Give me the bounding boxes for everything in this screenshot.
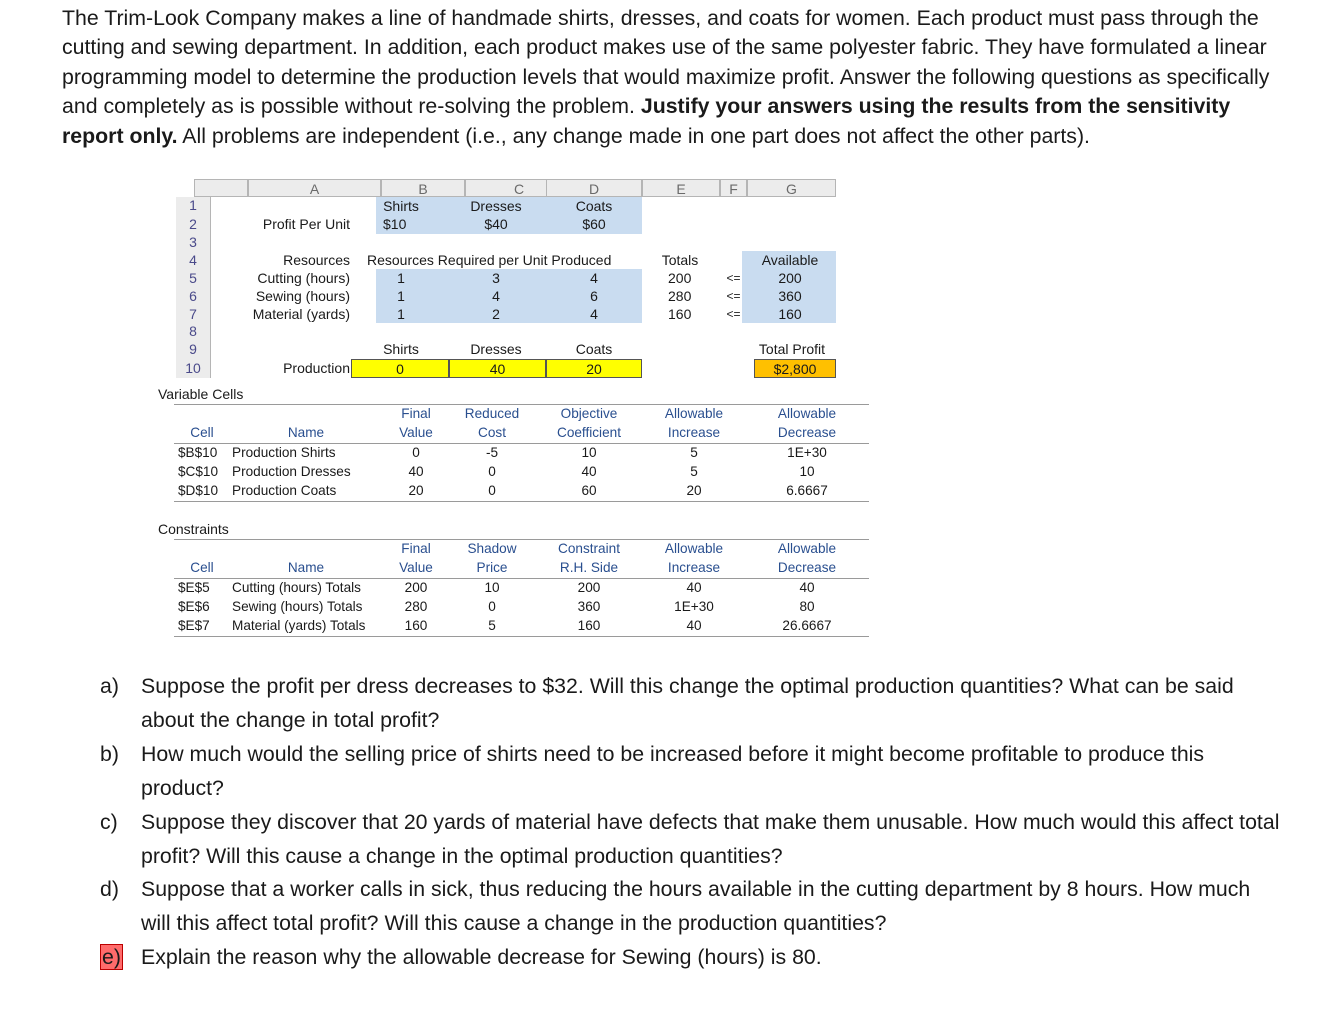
c-header-shadow: Shadow <box>467 541 517 556</box>
column-header-b[interactable]: B <box>381 179 465 197</box>
intro-text: The Trim-Look Company makes a line of handmade shirts, dresses, and coats for women. Each product must pass through the cutting and sewing department. In addition, each product makes use of the same polyester fabric. They have formulated a linear programming model to determine the production levels that would maximize profit. Answer the following questions as specifically and completely as is possible without re-solving the problem. <box>62 6 1270 119</box>
production-shirts-cell[interactable]: 0 <box>351 359 449 378</box>
table-row-allow-inc: 5 <box>690 445 698 460</box>
table-row-name: Production Coats <box>232 483 337 498</box>
c-header-constraint: Constraint <box>558 541 620 556</box>
cell-f6[interactable]: <= <box>726 289 741 303</box>
table-row-allow-inc: 20 <box>686 483 702 498</box>
row-header-9[interactable]: 9 <box>176 340 211 358</box>
c-header-increase: Increase <box>667 560 721 575</box>
table-row-reduced-cost: 0 <box>488 464 496 479</box>
intro-paragraph <box>62 4 1292 151</box>
row-header-3[interactable]: 3 <box>176 234 211 251</box>
cell-d5[interactable]: 4 <box>590 270 598 286</box>
table-row-objective: 40 <box>581 464 597 479</box>
cell-b6[interactable]: 1 <box>397 288 405 304</box>
cell-g6[interactable]: 360 <box>778 288 802 304</box>
table-row-cell: $E$6 <box>178 599 210 614</box>
cell-d9[interactable]: Coats <box>575 341 613 357</box>
vc-header-allow-dec: Allowable <box>777 406 837 421</box>
cell-a10[interactable]: Production <box>283 360 350 376</box>
table-row-reduced-cost: -5 <box>485 445 499 460</box>
table-row-cell: $E$7 <box>178 618 210 633</box>
vc-header-reduced: Reduced <box>464 406 520 421</box>
cell-f7[interactable]: <= <box>726 307 741 321</box>
cell-b7[interactable]: 1 <box>397 306 405 322</box>
vc-header-final: Final <box>401 406 431 421</box>
vc-header-cost: Cost <box>478 425 506 440</box>
cell-g7[interactable]: 160 <box>778 306 802 322</box>
cell-b4-header[interactable]: Resources Required per Unit Produced <box>367 252 612 268</box>
question-e-label <box>100 941 140 975</box>
table-row-allow-dec: 6.6667 <box>786 483 828 498</box>
row-header-6[interactable]: 6 <box>176 287 211 305</box>
cell-d1[interactable]: Coats <box>575 198 613 214</box>
cell-c7[interactable]: 2 <box>492 306 500 322</box>
table-row-shadow-price: 5 <box>488 618 496 633</box>
row-header-7[interactable]: 7 <box>176 305 211 323</box>
constraints-bottom-rule <box>174 636 869 637</box>
variable-cells-bottom-rule <box>174 501 869 502</box>
vc-header-value: Value <box>399 425 433 440</box>
cell-d2[interactable]: $60 <box>582 216 606 232</box>
c-header-name: Name <box>287 560 325 575</box>
table-row-name: Production Shirts <box>232 445 336 460</box>
question-a-text: Suppose the profit per dress decreases to $32. Will this change the optimal production quantities? What can be said about the change in total profit? <box>141 674 1234 732</box>
production-dresses-cell[interactable]: 40 <box>449 359 546 378</box>
constraints-label: Constraints <box>158 521 229 537</box>
table-row-allow-inc: 5 <box>690 464 698 479</box>
cell-f5[interactable]: <= <box>726 271 741 285</box>
total-profit-cell[interactable]: $2,800 <box>754 359 836 378</box>
row-header-2[interactable]: 2 <box>176 214 211 234</box>
table-row-cell: $C$10 <box>178 464 219 479</box>
question-b-label: b) <box>100 742 119 766</box>
question-c-label: c) <box>100 810 118 834</box>
cell-e6[interactable]: 280 <box>668 288 692 304</box>
cell-e7[interactable]: 160 <box>668 306 692 322</box>
cell-b5[interactable]: 1 <box>397 270 405 286</box>
row-header-4[interactable]: 4 <box>176 251 211 269</box>
table-row-name: Production Dresses <box>232 464 351 479</box>
c-header-allow-inc: Allowable <box>664 541 724 556</box>
cell-b9[interactable]: Shirts <box>383 341 419 357</box>
table-row-allow-dec: 10 <box>799 464 815 479</box>
cell-a6[interactable]: Sewing (hours) <box>255 288 350 304</box>
vc-header-cell: Cell <box>190 425 214 440</box>
table-row-cell: $B$10 <box>178 445 218 460</box>
cell-d7[interactable]: 4 <box>590 306 598 322</box>
table-row-rhs: 200 <box>577 580 601 595</box>
row-header-8[interactable]: 8 <box>176 323 211 340</box>
table-row-reduced-cost: 0 <box>488 483 496 498</box>
c-header-value: Value <box>399 560 433 575</box>
question-c-text: Suppose they discover that 20 yards of material have defects that make them unusable. How much would this affect total profit? Will this cause a change in the optimal production quantities? <box>141 810 1280 868</box>
table-row-rhs: 160 <box>577 618 601 633</box>
cell-c6[interactable]: 4 <box>492 288 500 304</box>
intro-bold-text: Justify your answers using the results from the sensitivity report only. <box>62 94 1231 148</box>
cell-c1[interactable]: Dresses <box>470 198 522 214</box>
cell-a4[interactable]: Resources <box>283 252 350 268</box>
question-d-text: Suppose that a worker calls in sick, thus reducing the hours available in the cutting department by 8 hours. How much will this affect total profit? Will this cause a change in the production quantities? <box>141 877 1251 935</box>
table-row-value: 20 <box>408 483 424 498</box>
table-row-allow-dec: 80 <box>799 599 815 614</box>
table-row-value: 280 <box>404 599 428 614</box>
vc-header-name: Name <box>287 425 325 440</box>
table-row-shadow-price: 0 <box>488 599 496 614</box>
table-row-name: Cutting (hours) Totals <box>232 580 361 595</box>
question-d-label: d) <box>100 877 119 901</box>
c-header-cell: Cell <box>190 560 214 575</box>
cell-a5[interactable]: Cutting (hours) <box>257 270 350 286</box>
corner-cell <box>194 179 248 197</box>
variable-cells-label: Variable Cells <box>158 386 244 402</box>
cell-b2[interactable]: $10 <box>383 216 407 232</box>
cell-e4[interactable]: Totals <box>661 252 699 268</box>
table-row-objective: 10 <box>581 445 597 460</box>
column-header-f[interactable]: F <box>720 179 747 197</box>
cell-a2[interactable]: Profit Per Unit <box>262 216 350 232</box>
table-row-value: 40 <box>408 464 424 479</box>
table-row-name: Material (yards) Totals <box>232 618 366 633</box>
c-header-rhs: R.H. Side <box>559 560 619 575</box>
vc-header-increase: Increase <box>667 425 721 440</box>
production-coats-cell[interactable]: 20 <box>546 359 642 378</box>
column-header-a[interactable]: A <box>248 179 381 197</box>
intro-text-end: All problems are independent (i.e., any change made in one part does not affect the other parts). <box>177 123 1090 148</box>
vc-header-objective: Objective <box>560 406 618 421</box>
cell-c5[interactable]: 3 <box>492 270 500 286</box>
table-row-allow-dec: 26.6667 <box>782 618 832 633</box>
row-header-1[interactable]: 1 <box>176 197 211 214</box>
table-row-rhs: 360 <box>577 599 601 614</box>
vc-header-allow-inc: Allowable <box>664 406 724 421</box>
cell-c9[interactable]: Dresses <box>470 341 522 357</box>
question-a-label: a) <box>100 674 119 698</box>
cell-c2[interactable]: $40 <box>484 216 508 232</box>
cell-a7[interactable]: Material (yards) <box>252 306 350 322</box>
table-row-cell: $D$10 <box>178 483 219 498</box>
cell-d6[interactable]: 6 <box>590 288 598 304</box>
table-row-allow-inc: 40 <box>686 580 702 595</box>
column-header-g[interactable]: G <box>747 179 836 197</box>
question-e-text: Explain the reason why the allowable decrease for Sewing (hours) is 80. <box>141 945 822 969</box>
row-header-10[interactable]: 10 <box>176 358 211 378</box>
column-header-c[interactable]: C <box>465 179 573 197</box>
cell-b1[interactable]: Shirts <box>383 198 419 214</box>
c-header-price: Price <box>476 560 508 575</box>
table-row-value: 0 <box>412 445 420 460</box>
table-row-allow-inc: 40 <box>686 618 702 633</box>
cell-e5[interactable]: 200 <box>668 270 692 286</box>
table-row-value: 200 <box>404 580 428 595</box>
table-row-allow-inc: 1E+30 <box>674 599 714 614</box>
table-row-shadow-price: 10 <box>484 580 500 595</box>
table-row-allow-dec: 1E+30 <box>787 445 827 460</box>
cell-g4[interactable]: Available <box>761 252 819 268</box>
vc-header-coefficient: Coefficient <box>557 425 621 440</box>
row-header-5[interactable]: 5 <box>176 269 211 287</box>
column-header-e[interactable]: E <box>642 179 720 197</box>
question-e-label-highlight: e) <box>102 945 121 969</box>
table-row-allow-dec: 40 <box>799 580 815 595</box>
c-header-final: Final <box>401 541 431 556</box>
table-row-name: Sewing (hours) Totals <box>232 599 363 614</box>
question-b-text: How much would the selling price of shirts need to be increased before it might become profitable to produce this product? <box>141 742 1205 800</box>
cell-g9[interactable]: Total Profit <box>758 341 826 357</box>
column-header-d[interactable]: D <box>546 179 642 197</box>
vc-header-decrease: Decrease <box>777 425 837 440</box>
c-header-decrease: Decrease <box>777 560 837 575</box>
table-row-objective: 60 <box>581 483 597 498</box>
table-row-cell: $E$5 <box>178 580 210 595</box>
c-header-allow-dec: Allowable <box>777 541 837 556</box>
table-row-value: 160 <box>404 618 428 633</box>
cell-g5[interactable]: 200 <box>778 270 802 286</box>
